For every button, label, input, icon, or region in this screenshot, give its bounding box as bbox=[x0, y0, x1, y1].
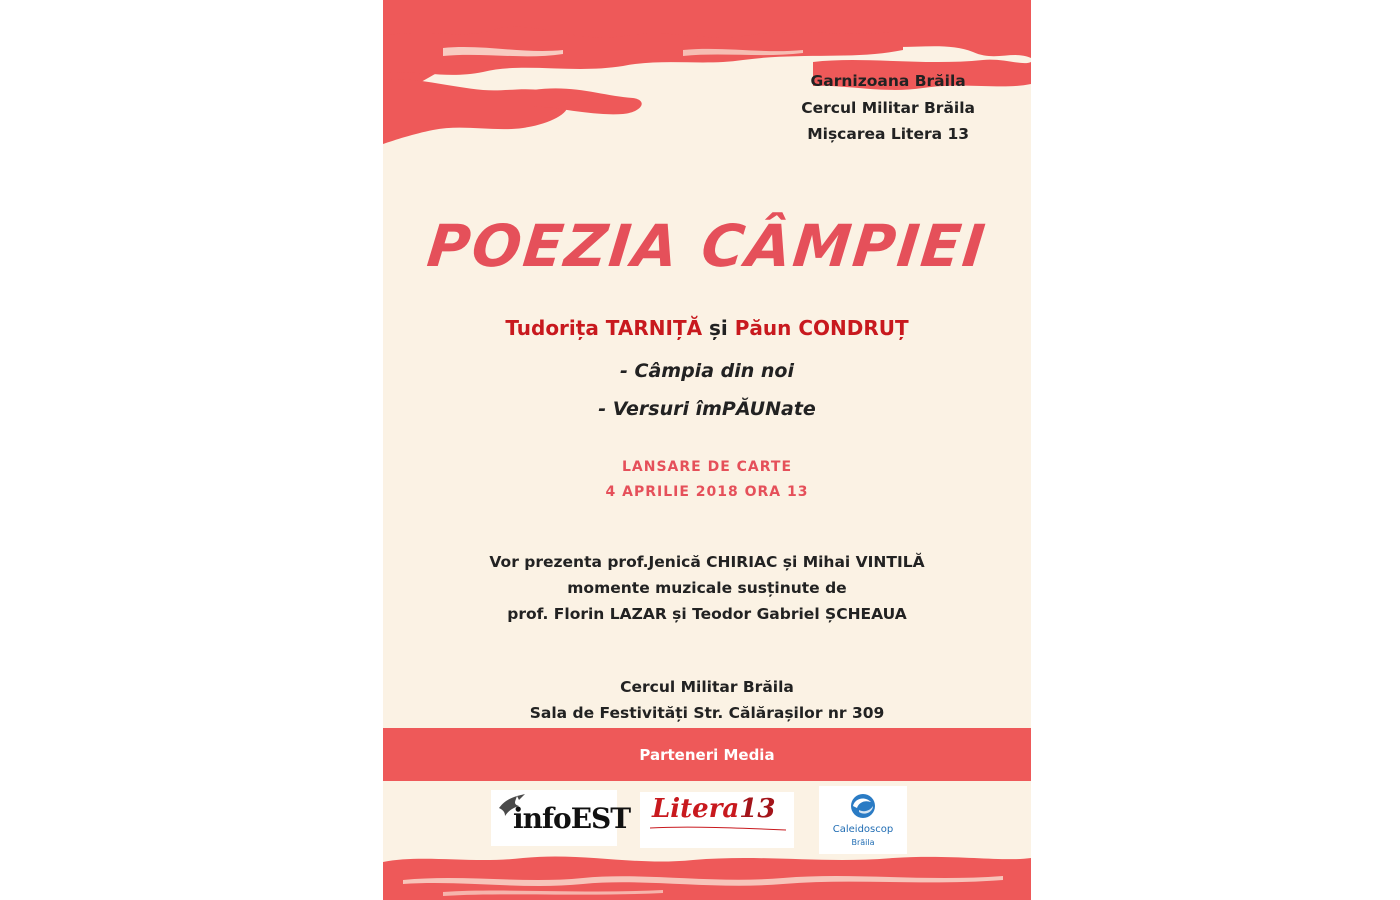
litera-number: 13 bbox=[739, 794, 776, 824]
launch-datetime: 4 APRILIE 2018 ORA 13 bbox=[605, 484, 809, 500]
caleidoscop-logo bbox=[819, 786, 907, 854]
presenters-line-1: Vor prezenta prof.Jenică CHIRIAC și Mihai VINTILĂ bbox=[489, 553, 925, 571]
venue-block bbox=[383, 674, 1031, 726]
book-list bbox=[383, 352, 1031, 428]
venue-name: Cercul Militar Brăila bbox=[620, 678, 794, 696]
event-poster bbox=[383, 0, 1031, 900]
brush-stroke-bottom bbox=[383, 850, 1031, 900]
litera13-logo bbox=[640, 792, 794, 848]
litera-word: Litera bbox=[652, 794, 740, 824]
presenters-block bbox=[383, 549, 1031, 627]
event-title: POEZIA CÂMPIEI bbox=[424, 212, 990, 280]
infoest-logo bbox=[491, 790, 631, 846]
launch-label: LANSARE DE CARTE bbox=[621, 459, 793, 475]
book-title-versuri: - Versuri îmPĂUNate bbox=[598, 398, 816, 420]
presenters-line-3: prof. Florin LAZAR și Teodor Gabriel ȘCHEAUA bbox=[507, 605, 907, 623]
organizer-litera13: Mișcarea Litera 13 bbox=[807, 125, 970, 143]
partners-heading: Parteneri Media bbox=[639, 745, 775, 764]
swirl-icon bbox=[819, 786, 907, 826]
partners-banner bbox=[383, 728, 1031, 781]
launch-info bbox=[383, 455, 1031, 505]
author-tarnita: Tudorița TARNIȚĂ bbox=[505, 316, 703, 340]
litera-underline-icon bbox=[640, 792, 794, 848]
author-condrut: Păun CONDRUȚ bbox=[734, 316, 909, 340]
organizer-garnizoana: Garnizoana Brăila bbox=[810, 72, 966, 90]
caleidoscop-city: Brăila bbox=[851, 838, 875, 847]
organizer-cercul-militar: Cercul Militar Brăila bbox=[801, 98, 975, 117]
organizers-block bbox=[801, 68, 975, 148]
infoest-wordmark: infoEST bbox=[513, 802, 631, 835]
caleidoscop-wordmark: Caleidoscop bbox=[832, 824, 894, 835]
authors-line bbox=[383, 316, 1031, 340]
authors-conjunction: și bbox=[709, 316, 728, 340]
book-title-campia: - Câmpia din noi bbox=[620, 360, 794, 382]
presenters-line-2: momente muzicale susținute de bbox=[567, 579, 847, 597]
venue-address: Sala de Festivități Str. Călărașilor nr 309 bbox=[529, 704, 885, 722]
